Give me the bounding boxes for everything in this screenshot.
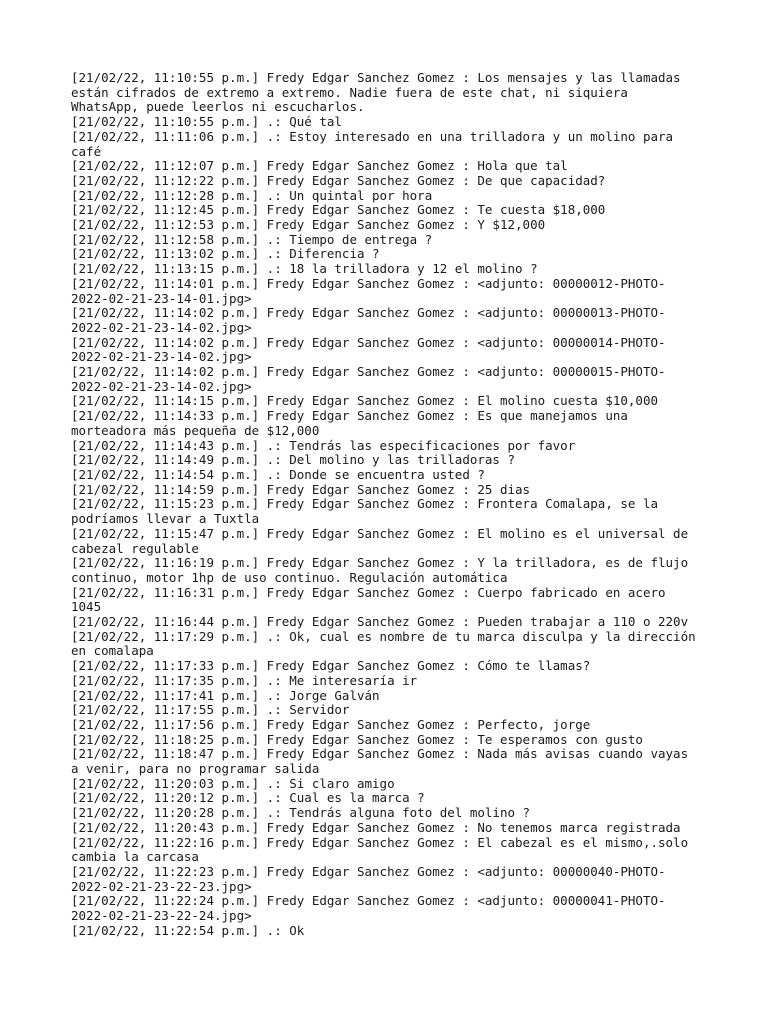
transcript-line: [21/02/22, 11:17:33 p.m.] Fredy Edgar Sanchez Gomez : Cómo te llamas? — [71, 658, 591, 674]
transcript-line: 2022-02-21-23-14-02.jpg> — [71, 319, 252, 335]
transcript-line: [21/02/22, 11:20:28 p.m.] .: Tendrás alguna foto del molino ? — [71, 805, 531, 821]
transcript-line: en comalapa — [71, 643, 154, 659]
transcript-line: [21/02/22, 11:14:15 p.m.] Fredy Edgar Sanchez Gomez : El molino cuesta $10,000 — [71, 393, 658, 409]
transcript-line: [21/02/22, 11:14:02 p.m.] Fredy Edgar Sanchez Gomez : <adjunto: 00000015-PHOTO- — [71, 364, 666, 380]
transcript-line: [21/02/22, 11:17:41 p.m.] .: Jorge Galván — [71, 687, 380, 703]
transcript-line: [21/02/22, 11:20:03 p.m.] .: Si claro amigo — [71, 775, 395, 791]
transcript-line: podríamos llevar a Tuxtla — [71, 511, 260, 527]
transcript-line: [21/02/22, 11:16:31 p.m.] Fredy Edgar Sanchez Gomez : Cuerpo fabricado en acero — [71, 584, 666, 600]
transcript-line: continuo, motor 1hp de uso continuo. Regulación automática — [71, 569, 508, 585]
transcript-line: [21/02/22, 11:12:07 p.m.] Fredy Edgar Sanchez Gomez : Hola que tal — [71, 158, 568, 174]
transcript-line: [21/02/22, 11:13:15 p.m.] .: 18 la trilladora y 12 el molino ? — [71, 261, 538, 277]
transcript-line: [21/02/22, 11:18:25 p.m.] Fredy Edgar Sanchez Gomez : Te esperamos con gusto — [71, 731, 643, 747]
transcript-line: morteadora más pequeña de $12,000 — [71, 422, 320, 438]
transcript-line: cabezal regulable — [71, 540, 199, 556]
transcript-line: cambia la carcasa — [71, 849, 199, 865]
transcript-line: 2022-02-21-23-14-02.jpg> — [71, 349, 252, 365]
transcript-line: [21/02/22, 11:18:47 p.m.] Fredy Edgar Sanchez Gomez : Nada más avisas cuando vayas — [71, 746, 689, 762]
transcript-line: [21/02/22, 11:12:28 p.m.] .: Un quintal por hora — [71, 187, 433, 203]
transcript-line: [21/02/22, 11:16:44 p.m.] Fredy Edgar Sanchez Gomez : Pueden trabajar a 110 o 220v — [71, 614, 689, 630]
transcript-line: [21/02/22, 11:14:01 p.m.] Fredy Edgar Sanchez Gomez : <adjunto: 00000012-PHOTO- — [71, 275, 666, 291]
transcript-line: [21/02/22, 11:22:23 p.m.] Fredy Edgar Sanchez Gomez : <adjunto: 00000040-PHOTO- — [71, 863, 666, 879]
transcript-line: [21/02/22, 11:22:24 p.m.] Fredy Edgar Sanchez Gomez : <adjunto: 00000041-PHOTO- — [71, 893, 666, 909]
transcript-line: [21/02/22, 11:15:47 p.m.] Fredy Edgar Sanchez Gomez : El molino es el universal de — [71, 525, 689, 541]
transcript-line: [21/02/22, 11:13:02 p.m.] .: Diferencia ? — [71, 246, 380, 262]
transcript-line: 1045 — [71, 599, 102, 615]
transcript-line: [21/02/22, 11:17:29 p.m.] .: Ok, cual es nombre de tu marca disculpa y la dirección — [71, 628, 696, 644]
transcript-line: [21/02/22, 11:12:58 p.m.] .: Tiempo de entrega ? — [71, 231, 433, 247]
transcript-line: [21/02/22, 11:11:06 p.m.] .: Estoy interesado en una trilladora y un molino para — [71, 128, 674, 144]
transcript-line: [21/02/22, 11:15:23 p.m.] Fredy Edgar Sanchez Gomez : Frontera Comalapa, se la — [71, 496, 658, 512]
chat-transcript — [71, 71, 703, 938]
transcript-line: [21/02/22, 11:10:55 p.m.] .: Qué tal — [71, 114, 342, 130]
transcript-line: [21/02/22, 11:14:02 p.m.] Fredy Edgar Sanchez Gomez : <adjunto: 00000013-PHOTO- — [71, 305, 666, 321]
transcript-line: [21/02/22, 11:22:54 p.m.] .: Ok — [71, 922, 305, 938]
transcript-line: [21/02/22, 11:14:59 p.m.] Fredy Edgar Sanchez Gomez : 25 dias — [71, 481, 531, 497]
transcript-line: [21/02/22, 11:12:22 p.m.] Fredy Edgar Sanchez Gomez : De que capacidad? — [71, 172, 606, 188]
transcript-line: [21/02/22, 11:17:35 p.m.] .: Me interesaría ir — [71, 672, 418, 688]
transcript-line: café — [71, 143, 102, 159]
transcript-line: [21/02/22, 11:20:12 p.m.] .: Cual es la marca ? — [71, 790, 425, 806]
transcript-line: WhatsApp, puede leerlos ni escucharlos. — [71, 99, 365, 115]
transcript-line: [21/02/22, 11:12:53 p.m.] Fredy Edgar Sanchez Gomez : Y $12,000 — [71, 217, 546, 233]
transcript-line: 2022-02-21-23-22-23.jpg> — [71, 878, 252, 894]
transcript-line: [21/02/22, 11:17:56 p.m.] Fredy Edgar Sanchez Gomez : Perfecto, jorge — [71, 716, 591, 732]
transcript-line: [21/02/22, 11:10:55 p.m.] Fredy Edgar Sanchez Gomez : Los mensajes y las llamadas — [71, 70, 681, 85]
transcript-line: [21/02/22, 11:17:55 p.m.] .: Servidor — [71, 702, 350, 718]
transcript-line: [21/02/22, 11:14:54 p.m.] .: Donde se encuentra usted ? — [71, 466, 485, 482]
transcript-line: 2022-02-21-23-14-02.jpg> — [71, 378, 252, 394]
transcript-line: [21/02/22, 11:14:49 p.m.] .: Del molino y las trilladoras ? — [71, 452, 516, 468]
transcript-line: 2022-02-21-23-14-01.jpg> — [71, 290, 252, 306]
transcript-line: [21/02/22, 11:16:19 p.m.] Fredy Edgar Sanchez Gomez : Y la trilladora, es de flujo — [71, 555, 689, 571]
transcript-line: [21/02/22, 11:22:16 p.m.] Fredy Edgar Sanchez Gomez : El cabezal es el mismo,.solo — [71, 834, 689, 850]
transcript-line: [21/02/22, 11:14:33 p.m.] Fredy Edgar Sanchez Gomez : Es que manejamos una — [71, 408, 628, 424]
transcript-line: [21/02/22, 11:14:43 p.m.] .: Tendrás las especificaciones por favor — [71, 437, 576, 453]
transcript-line: [21/02/22, 11:20:43 p.m.] Fredy Edgar Sanchez Gomez : No tenemos marca registrada — [71, 819, 681, 835]
transcript-line: están cifrados de extremo a extremo. Nadie fuera de este chat, ni siquiera — [71, 84, 628, 100]
transcript-line: 2022-02-21-23-22-24.jpg> — [71, 908, 252, 924]
transcript-line: [21/02/22, 11:14:02 p.m.] Fredy Edgar Sanchez Gomez : <adjunto: 00000014-PHOTO- — [71, 334, 666, 350]
transcript-line: a venir, para no programar salida — [71, 761, 320, 777]
transcript-line: [21/02/22, 11:12:45 p.m.] Fredy Edgar Sanchez Gomez : Te cuesta $18,000 — [71, 202, 606, 218]
